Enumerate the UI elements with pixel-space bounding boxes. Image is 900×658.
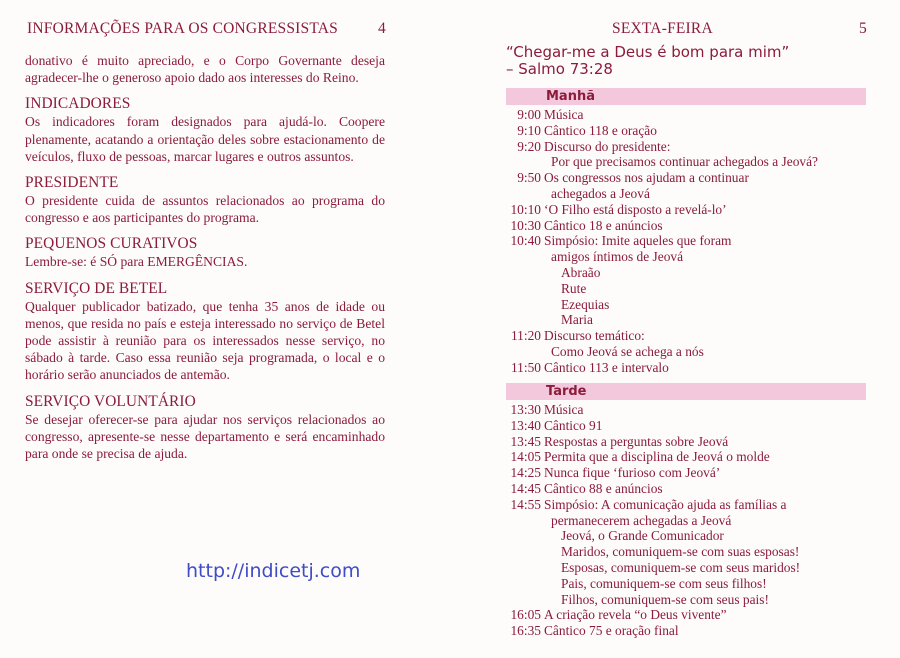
schedule-row: [450, 281, 900, 297]
schedule-item: Filhos, comuniquem-se com seus pais!: [561, 591, 769, 607]
schedule-row: [450, 233, 900, 249]
schedule-item: A criação revela “o Deus vivente”: [544, 607, 727, 623]
schedule-row: [450, 607, 900, 623]
morning-schedule: [450, 107, 900, 376]
schedule-row: [450, 418, 900, 434]
schedule-row: [450, 497, 900, 513]
section-text: Qualquer publicador batizado, que tenha 35 anos de idade ou menos, que resida no país e esteja interessado no serviço de Betel pode assistir à reunião para os interessados nesse serviço, no sábado à tarde. Caso essa reunião seja programada, o local e o horário serão anunciados de antemão.: [25, 298, 385, 383]
theme-quote: [506, 44, 789, 78]
schedule-time: [450, 544, 544, 560]
schedule-time: [450, 154, 544, 170]
left-header-title: INFORMAÇÕES PARA OS CONGRESSISTAS: [27, 20, 338, 37]
schedule-row: [450, 560, 900, 576]
schedule-time: 10:30: [510, 217, 541, 233]
left-page-number: 4: [378, 20, 386, 37]
schedule-row: [450, 249, 900, 265]
schedule-row: [450, 528, 900, 544]
intro-paragraph: donativo é muito apreciado, e o Corpo Governante deseja agradecer-lhe o generoso apoio dado aos interesses do Reino.: [25, 53, 385, 86]
section-heading: SERVIÇO VOLUNTÁRIO: [25, 392, 196, 410]
section-indicadores: [25, 95, 385, 165]
schedule-row: [450, 544, 900, 560]
schedule-row: [450, 623, 900, 639]
section-heading: INDICADORES: [25, 95, 131, 113]
session-band-morning: [506, 88, 866, 105]
section-voluntario: [25, 393, 385, 463]
session-band-afternoon: [506, 383, 866, 400]
session-label: Tarde: [546, 384, 587, 399]
schedule-time: 11:50: [510, 359, 541, 375]
schedule-time: 14:25: [510, 465, 541, 481]
schedule-row: [450, 218, 900, 234]
schedule-time: 13:45: [510, 433, 541, 449]
theme-quote-text: “Chegar-me a Deus é bom para mim”: [506, 43, 790, 61]
schedule-item: Rute: [561, 280, 587, 296]
schedule-item: Música: [544, 107, 584, 122]
right-page: [450, 0, 900, 658]
schedule-row: [450, 328, 900, 344]
schedule-item: Simpósio: Imite aqueles que foram: [544, 233, 732, 249]
schedule-item: Abraão: [561, 264, 601, 280]
schedule-item: Maridos, comuniquem-se com suas esposas!: [561, 544, 800, 560]
schedule-row: [450, 312, 900, 328]
schedule-item: Discurso temático:: [544, 328, 645, 344]
session-label: Manhã: [546, 89, 595, 104]
right-header-title: SEXTA-FEIRA: [612, 20, 713, 37]
schedule-item: Cântico 75 e oração final: [544, 623, 679, 639]
schedule-time: [450, 513, 544, 529]
schedule-time: 11:20: [510, 328, 541, 344]
schedule-row: [450, 592, 900, 608]
schedule-time: 9:50: [517, 170, 541, 186]
schedule-time: 10:10: [510, 201, 541, 217]
section-text: Se desejar oferecer-se para ajudar nos serviços relacionados ao congresso, apresente-se nesse departamento e será encaminhado para onde se precisa de ajuda.: [25, 411, 385, 462]
schedule-item: Respostas a perguntas sobre Jeová: [544, 433, 729, 449]
schedule-item: Esposas, comuniquem-se com seus maridos!: [561, 559, 801, 575]
section-text: Lembre-se: é SÓ para EMERGÊNCIAS.: [25, 254, 248, 270]
schedule-row: [450, 344, 900, 360]
schedule-item: Simpósio: A comunicação ajuda as famílias a: [544, 496, 787, 512]
schedule-row: [450, 513, 900, 529]
left-content: [25, 52, 385, 471]
section-text: O presidente cuida de assuntos relacionados ao programa do congresso e aos participantes do programa.: [25, 193, 385, 226]
schedule-row: [450, 123, 900, 139]
schedule-time: 9:10: [517, 122, 541, 138]
watermark-link[interactable]: http://indicetj.com: [186, 560, 361, 582]
schedule-row: [450, 465, 900, 481]
schedule-item: Nunca fique ‘furioso com Jeová’: [544, 465, 721, 481]
intro-section: [25, 52, 385, 86]
schedule-time: 14:55: [510, 496, 541, 512]
right-page-number: 5: [859, 20, 867, 37]
schedule-item: Ezequias: [561, 296, 610, 312]
schedule-time: [450, 281, 544, 297]
schedule-item: Como Jeová se achega a nós: [551, 343, 704, 359]
schedule-row: [450, 360, 900, 376]
schedule-item: Jeová, o Grande Comunicador: [561, 528, 724, 544]
schedule-time: [450, 528, 544, 544]
section-heading: PRESIDENTE: [25, 174, 119, 192]
afternoon-schedule: [450, 402, 900, 639]
schedule-row: [450, 576, 900, 592]
schedule-time: 9:00: [517, 107, 541, 122]
schedule-item: Cântico 118 e oração: [544, 122, 657, 138]
schedule-item: ‘O Filho está disposto a revelá-lo’: [544, 201, 727, 217]
schedule-item: amigos íntimos de Jeová: [551, 249, 684, 265]
schedule-item: Permita que a disciplina de Jeová o molde: [544, 449, 770, 465]
section-heading: PEQUENOS CURATIVOS: [25, 235, 198, 253]
schedule-row: [450, 449, 900, 465]
schedule-item: Cântico 113 e intervalo: [544, 359, 669, 375]
schedule-time: 14:05: [510, 449, 541, 465]
schedule-time: [450, 297, 544, 313]
schedule-time: 14:45: [510, 480, 541, 496]
schedule-item: Por que precisamos continuar achegados a Jeová?: [551, 154, 818, 170]
schedule-time: [450, 560, 544, 576]
schedule-time: [450, 249, 544, 265]
theme-quote-reference: – Salmo 73:28: [506, 60, 613, 78]
schedule-item: Os congressos nos ajudam a continuar: [544, 170, 749, 186]
schedule-item: Pais, comuniquem-se com seus filhos!: [561, 575, 767, 591]
schedule-row: [450, 265, 900, 281]
schedule-time: 10:40: [510, 233, 541, 249]
schedule-item: permanecerem achegadas a Jeová: [551, 512, 732, 528]
schedule-row: [450, 107, 900, 123]
section-heading: SERVIÇO DE BETEL: [25, 279, 168, 297]
schedule-row: [450, 402, 900, 418]
schedule-item: Cântico 88 e anúncios: [544, 480, 663, 496]
schedule-row: [450, 139, 900, 155]
schedule-time: [450, 592, 544, 608]
schedule-item: Cântico 91: [544, 417, 603, 433]
schedule-row: [450, 202, 900, 218]
schedule-time: 16:35: [510, 623, 541, 639]
section-curativos: [25, 235, 385, 270]
schedule-row: [450, 154, 900, 170]
schedule-item: achegados a Jeová: [551, 185, 650, 201]
schedule-time: [450, 344, 544, 360]
schedule-row: [450, 297, 900, 313]
schedule-item: Música: [544, 402, 584, 417]
section-presidente: [25, 174, 385, 226]
schedule-item: Discurso do presidente:: [544, 138, 671, 154]
schedule-time: [450, 576, 544, 592]
schedule-time: [450, 186, 544, 202]
schedule-time: 9:20: [517, 138, 541, 154]
schedule-item: Maria: [561, 312, 593, 328]
schedule-row: [450, 170, 900, 186]
schedule-row: [450, 434, 900, 450]
schedule-time: 13:40: [510, 417, 541, 433]
schedule-row: [450, 481, 900, 497]
schedule-item: Cântico 18 e anúncios: [544, 217, 663, 233]
schedule-time: [450, 265, 544, 281]
schedule-time: 13:30: [510, 402, 541, 417]
section-text: Os indicadores foram designados para ajudá-lo. Coopere plenamente, acatando a orientação deles sobre estacionamento de veículos, fluxo de pessoas, marcar lugares e outros assuntos.: [25, 114, 385, 164]
section-betel: [25, 280, 385, 384]
schedule-row: [450, 186, 900, 202]
schedule-time: 16:05: [510, 607, 541, 623]
schedule-time: [450, 312, 544, 328]
